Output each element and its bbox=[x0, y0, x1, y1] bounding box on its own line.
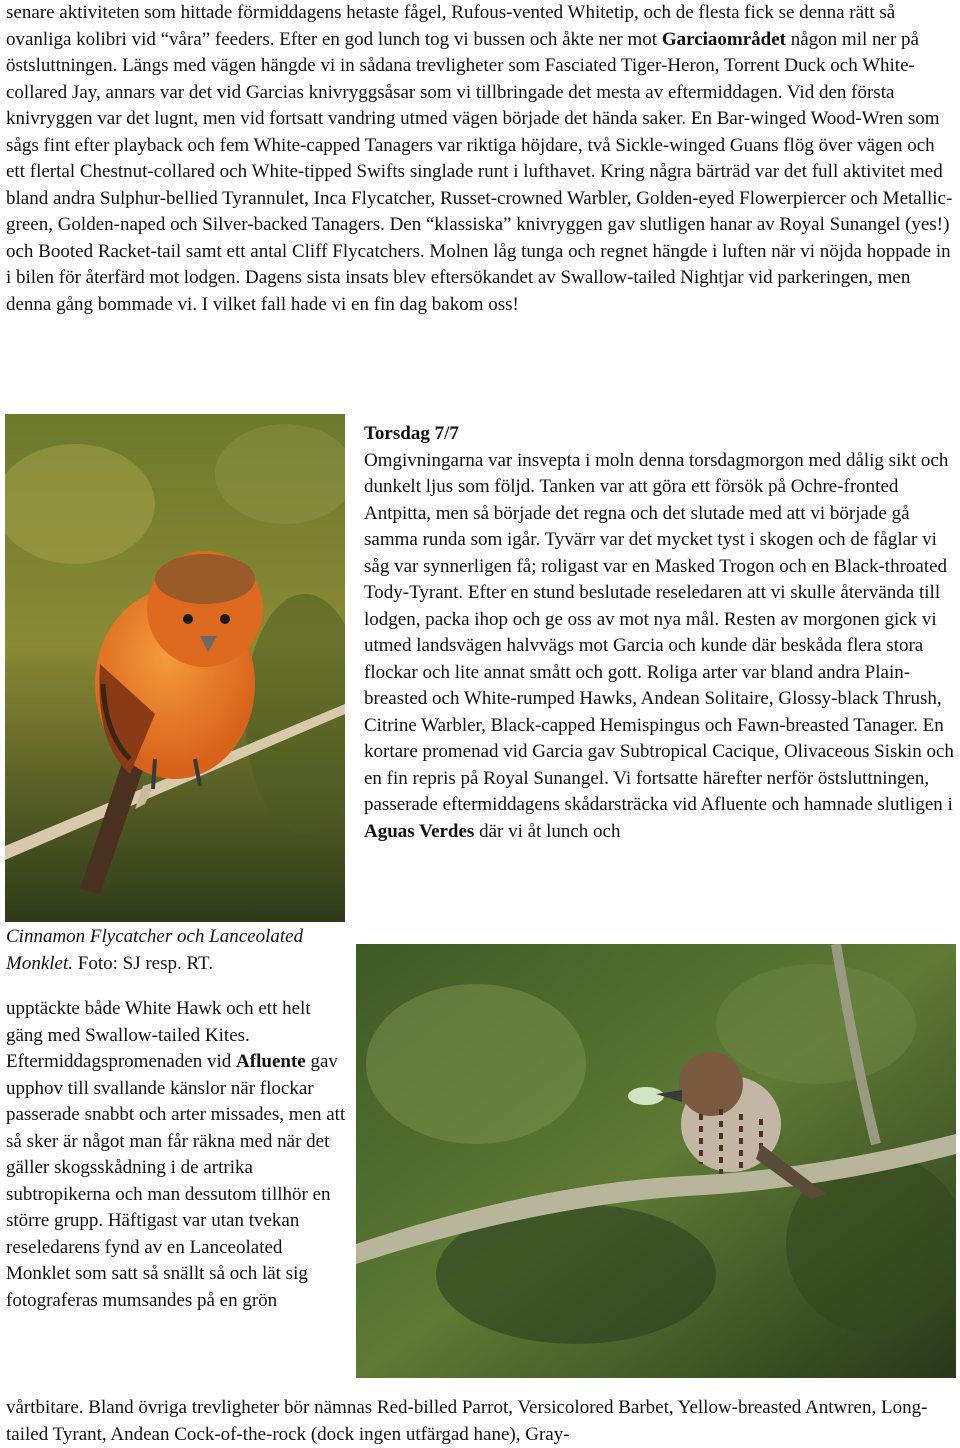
photo-lanceolated-monklet bbox=[356, 944, 956, 1378]
paragraph-afluente bbox=[6, 996, 346, 1314]
photo-cinnamon-flycatcher bbox=[5, 414, 345, 922]
place-name-garcia: Garciaområdet bbox=[661, 28, 786, 50]
paragraph-other-species bbox=[6, 1395, 954, 1448]
paragraph-garcia-afternoon bbox=[6, 0, 954, 318]
paragraph-text: någon mil ner på östsluttningen. Längs med vägen hängde vi in sådana trevligheter som Fasciated Tiger-Heron, Torrent Duck och White-collared Jay, annars var det vid Garcias knivryggsåsar som vi tillbringade det mesta av eftermiddagen. Vid den första knivryggen var det lugnt, men vid fortsatt vandring utmed vägen började det hända saker. En Bar-winged Wood-Wren som sågs fint efter playback och fem White-capped Tanagers var riktiga höjdare, två Sickle-winged Guans flög över vägen och ett flertal Chestnut-collared och White-tipped Swifts singlade runt i lufthavet. Kring några bärträd var det full aktivitet med bland andra Sulphur-bellied Tyrannulet, Inca Flycatcher, Russet-crowned Warbler, Golden-eyed Flowerpiercer och Metallic-green, Golden-naped och Silver-backed Tanagers. Den “klassiska” knivryggen gav slutligen hanar av Royal Sunangel (yes!) och Booted Racket-tail samt ett antal Cliff Flycatchers. Molnen låg tunga och regnet hängde i luften när vi nöjda hoppade in i bilen för återfärd mot lodgen. Dagens sista insats blev eftersökandet av Swallow-tailed Nightjar vid parkeringen, men denna gång bommade vi. I vilket fall hade vi en fin dag bakom oss! bbox=[6, 28, 953, 315]
day-heading: Torsdag 7/7 bbox=[364, 423, 459, 444]
day-section-thursday bbox=[364, 421, 960, 845]
caption-credit: Foto: SJ resp. RT. bbox=[73, 952, 213, 974]
paragraph-text: vårtbitare. Bland övriga trevligheter bör nämnas Red-billed Parrot, Versicolored Barbet, Yellow-breasted Antwren, Long-tailed Tyrant, Andean Cock-of-the-rock (dock ingen utfärgad hane), Gray- bbox=[6, 1397, 928, 1445]
paragraph-text: senare aktiviteten som hittade förmiddagens hetaste fågel, Rufous-vented Whitetip, och de flesta fick se denna rätt så ovanliga kolibri vid “våra” feeders. Efter en god lunch tog vi bussen och åkte ner mot bbox=[6, 2, 896, 50]
paragraph-text: Omgivningarna var insvepta i moln denna torsdagmorgon med dålig sikt och dunkelt ljus som följd. Tanken var att göra ett försök på Ochre-fronted Antpitta, men så började det regna och det slutade med att vi började gå samma runda som igår. Tyvärr var det mycket tyst i skogen och de fåglar vi såg var synnerligen få; roligast var en Masked Trogon och en Black-throated Tody-Tyrant. Efter en stund beslutade reseledaren att vi skulle återvända till lodgen, packa ihop och ge oss av mot nya mål. Resten av morgonen gick vi utmed landsvägen halvvägs mot Garcia och kunde där beskåda flera stora flockar och lite annat smått och gott. Roliga arter var bland andra Plain-breasted och White-rumped Hawks, Andean Solitaire, Glossy-black Thrush, Citrine Warbler, Black-capped Hemispingus och Fawn-breasted Tanager. En kortare promenad vid Garcia gav Subtropical Cacique, Olivaceous Siskin och en fin repris på Royal Sunangel. Vi fortsatte härefter nerför östsluttningen, passerade eftermiddagens skådarsträcka vid Afluente och hamnade slutligen i bbox=[364, 449, 954, 815]
place-name-afluente: Afluente bbox=[236, 1051, 306, 1072]
place-name-aguas-verdes: Aguas Verdes bbox=[364, 820, 475, 842]
paragraph-text: gav upphov till svallande känslor när flockar passerade snabbt och arter missades, men att så sker är något man får räkna med när det gäller skogsskådning i de artrika subtropikerna och man dessutom tillhör en större grupp. Häftigast var utan tvekan reseledarens fynd av en Lanceolated Monklet som satt så snällt så och lät sig fotograferas mumsandes på en grön bbox=[6, 1051, 346, 1311]
paragraph-text: där vi åt lunch och bbox=[474, 820, 621, 842]
paragraph-text: upptäckte både White Hawk och ett helt gäng med Swallow-tailed Kites. Eftermiddagspromenaden vid bbox=[6, 998, 311, 1072]
caption-species: Cinnamon Flycatcher och Lanceolated Monklet. bbox=[6, 926, 304, 974]
photo-caption bbox=[6, 924, 346, 977]
